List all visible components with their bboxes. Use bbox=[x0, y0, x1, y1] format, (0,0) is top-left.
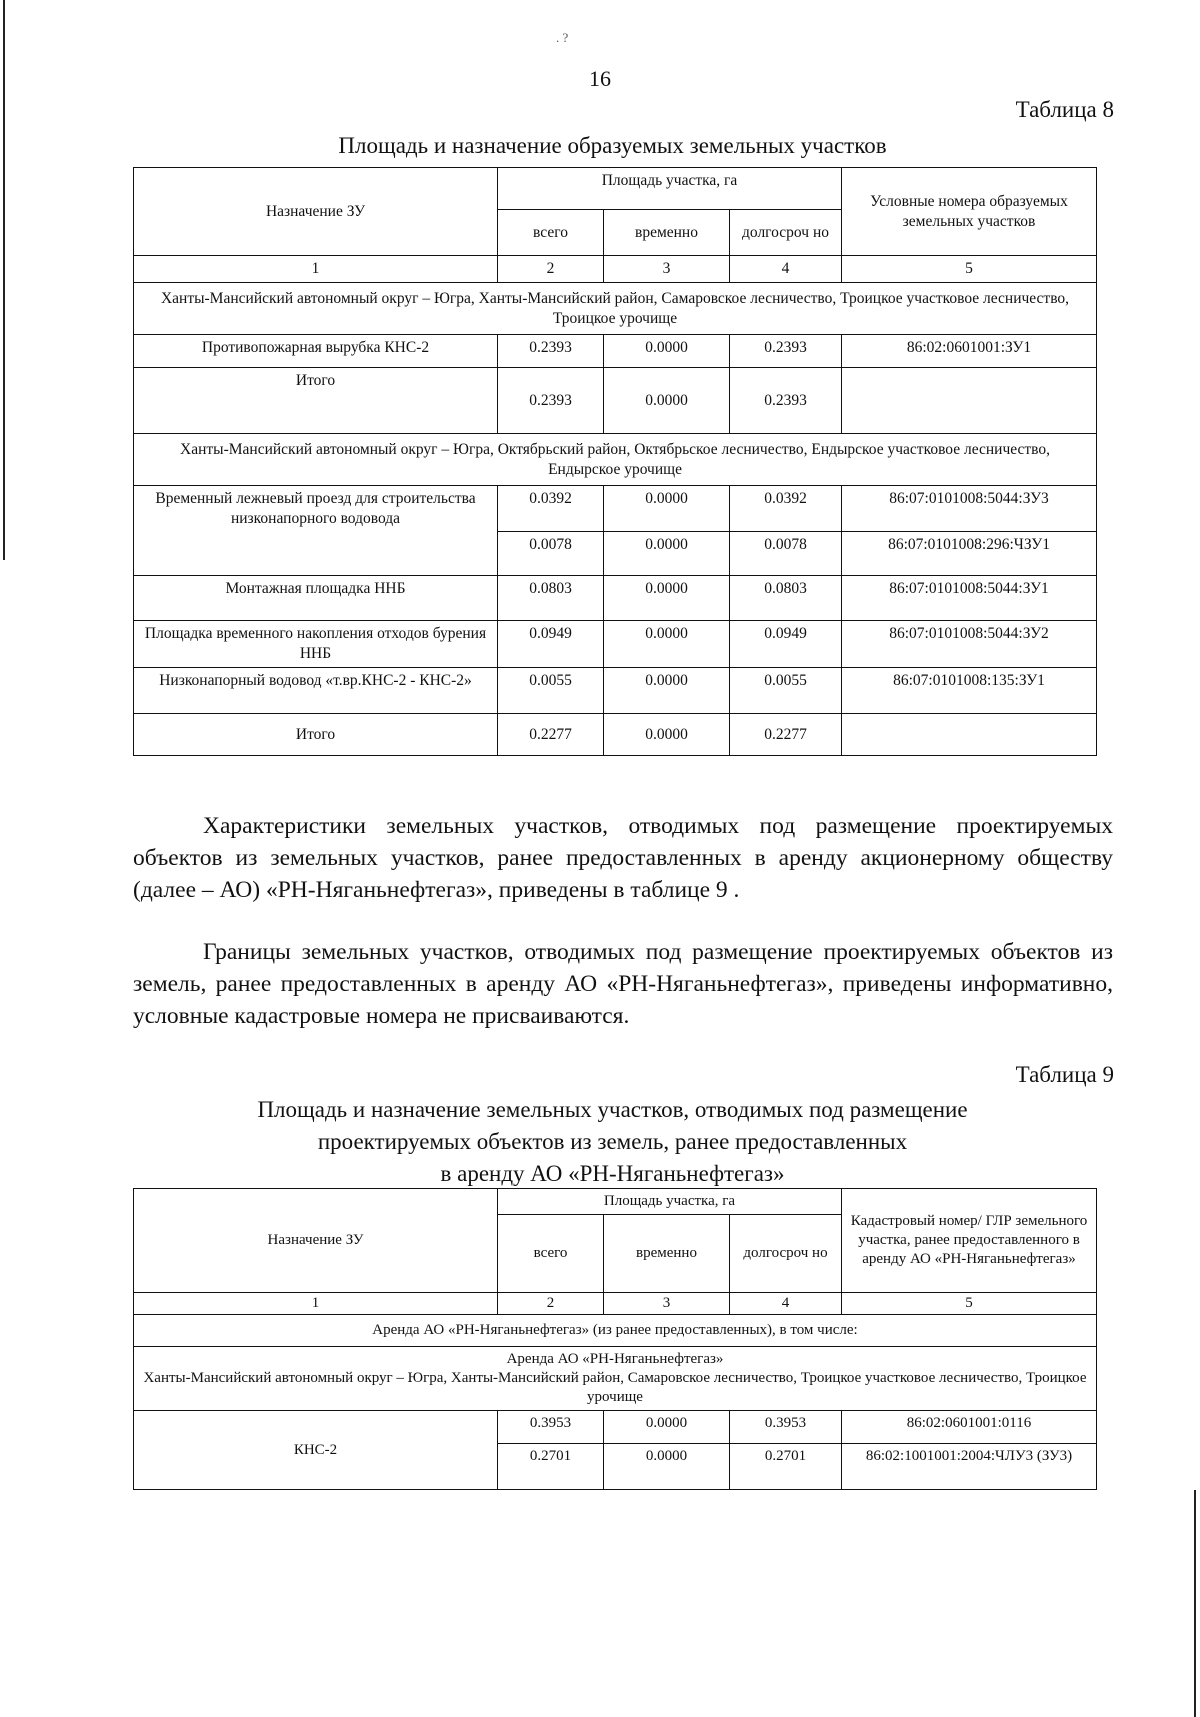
cell-number: 86:02:0601001:0116 bbox=[842, 1411, 1097, 1444]
header-area: Площадь участка, га bbox=[498, 168, 842, 210]
subtotal-row bbox=[134, 714, 1097, 756]
scan-edge-line bbox=[1194, 1490, 1196, 1717]
column-number: 1 bbox=[134, 1293, 498, 1315]
cell-temporary: 0.0000 bbox=[604, 668, 730, 714]
lease-location-text: Ханты-Мансийский автономный округ – Югра, Ханты-Мансийский район, Самаровское лесничество, Троицкое участковое лесничество, Троицкое урочище bbox=[143, 1370, 1087, 1405]
cell-total: 0.2701 bbox=[498, 1444, 604, 1490]
cell-longterm: 0.0949 bbox=[730, 621, 842, 668]
table-row bbox=[134, 486, 1097, 532]
table-row bbox=[134, 621, 1097, 668]
table9 bbox=[133, 1188, 1097, 1490]
table9-title-line: Площадь и назначение земельных участков, отводимых под размещение bbox=[257, 1097, 968, 1122]
cell-longterm: 0.0055 bbox=[730, 668, 842, 714]
section2-location: Ханты-Мансийский автономный округ – Югра, Октябрьский район, Октябрьское лесничество, Ендырское участковое лесничество, Ендырское урочище bbox=[134, 434, 1097, 486]
column-number: 3 bbox=[604, 256, 730, 283]
paragraph-1-text: Характеристики земельных участков, отводимых под размещение проектируемых объектов из земельных участков, ранее предоставленных в аренду акционерному обществу (далее – АО) «РН-Няганьнефтегаз», приведены в таблице 9 . bbox=[133, 813, 1113, 903]
cell-number: 86:07:0101008:135:ЗУ1 bbox=[842, 668, 1097, 714]
cell-temporary: 0.0000 bbox=[604, 1411, 730, 1444]
cell-temporary: 0.0000 bbox=[604, 486, 730, 532]
subtotal-total: 0.2393 bbox=[498, 368, 604, 434]
header-temporary: временно bbox=[604, 210, 730, 256]
table-row bbox=[134, 335, 1097, 368]
header-purpose: Назначение ЗУ bbox=[134, 1189, 498, 1293]
cell-number: 86:07:0101008:296:ЧЗУ1 bbox=[842, 532, 1097, 576]
cell-total: 0.0392 bbox=[498, 486, 604, 532]
column-number-row bbox=[134, 1293, 1097, 1315]
table8-title: Площадь и назначение образуемых земельных участков bbox=[338, 133, 887, 158]
cell-total: 0.2393 bbox=[498, 335, 604, 368]
row-name: Монтажная площадка ННБ bbox=[134, 576, 498, 621]
subtotal-number bbox=[842, 368, 1097, 434]
column-number: 2 bbox=[498, 1293, 604, 1315]
subtotal-longterm: 0.2277 bbox=[730, 714, 842, 756]
table9-label: Таблица 9 bbox=[1015, 1062, 1114, 1087]
paragraph-2 bbox=[133, 936, 1113, 1032]
row-name: Противопожарная вырубка КНС-2 bbox=[134, 335, 498, 368]
table-row bbox=[134, 1411, 1097, 1444]
subtotal-row bbox=[134, 368, 1097, 434]
cell-temporary: 0.0000 bbox=[604, 335, 730, 368]
cell-total: 0.0078 bbox=[498, 532, 604, 576]
lease-location bbox=[134, 1347, 1097, 1411]
page-number: 16 bbox=[589, 66, 611, 91]
cell-longterm: 0.0078 bbox=[730, 532, 842, 576]
header-area: Площадь участка, га bbox=[498, 1189, 842, 1215]
cell-total: 0.0055 bbox=[498, 668, 604, 714]
scan-mark: . ? bbox=[556, 30, 569, 45]
table-row bbox=[134, 668, 1097, 714]
column-number: 2 bbox=[498, 256, 604, 283]
table9-title-line: в аренду АО «РН-Няганьнефтегаз» bbox=[440, 1161, 785, 1186]
section1-location: Ханты-Мансийский автономный округ – Югра, Ханты-Мансийский район, Самаровское лесничество, Троицкое участковое лесничество, Троицкое урочище bbox=[134, 283, 1097, 335]
row-name: Площадка временного накопления отходов бурения ННБ bbox=[134, 621, 498, 668]
subtotal-label: Итого bbox=[134, 714, 498, 756]
header-longterm: долгосроч но bbox=[730, 1215, 842, 1293]
table-row bbox=[134, 576, 1097, 621]
subtotal-total: 0.2277 bbox=[498, 714, 604, 756]
cell-temporary: 0.0000 bbox=[604, 621, 730, 668]
cell-longterm: 0.0803 bbox=[730, 576, 842, 621]
row-name: Временный лежневый проезд для строительства низконапорного водовода bbox=[134, 486, 498, 576]
column-number: 3 bbox=[604, 1293, 730, 1315]
header-conditional-numbers: Условные номера образуемых земельных участков bbox=[842, 168, 1097, 256]
column-number-row bbox=[134, 256, 1097, 283]
header-temporary: временно bbox=[604, 1215, 730, 1293]
subtotal-longterm: 0.2393 bbox=[730, 368, 842, 434]
table9-title-line: проектируемых объектов из земель, ранее предоставленных bbox=[317, 1129, 908, 1154]
lease-title: Аренда АО «РН-Няганьнефтегаз» bbox=[506, 1351, 724, 1367]
column-number: 5 bbox=[842, 256, 1097, 283]
cell-longterm: 0.3953 bbox=[730, 1411, 842, 1444]
column-number: 4 bbox=[730, 1293, 842, 1315]
table9-title bbox=[130, 1094, 1095, 1190]
lease-location-row bbox=[134, 1347, 1097, 1411]
cell-total: 0.0803 bbox=[498, 576, 604, 621]
cell-number: 86:02:1001001:2004:ЧЛУ3 (ЗУ3) bbox=[842, 1444, 1097, 1490]
subtotal-number bbox=[842, 714, 1097, 756]
table-header-row bbox=[134, 168, 1097, 210]
column-number: 4 bbox=[730, 256, 842, 283]
cell-longterm: 0.2393 bbox=[730, 335, 842, 368]
section-location-row bbox=[134, 283, 1097, 335]
header-longterm: долгосроч но bbox=[730, 210, 842, 256]
cell-number: 86:02:0601001:ЗУ1 bbox=[842, 335, 1097, 368]
header-total: всего bbox=[498, 1215, 604, 1293]
subtotal-temporary: 0.0000 bbox=[604, 714, 730, 756]
cell-longterm: 0.2701 bbox=[730, 1444, 842, 1490]
lease-header: Аренда АО «РН-Няганьнефтегаз» (из ранее предоставленных), в том числе: bbox=[134, 1315, 1097, 1347]
table8 bbox=[133, 167, 1097, 756]
cell-temporary: 0.0000 bbox=[604, 532, 730, 576]
cell-number: 86:07:0101008:5044:ЗУ2 bbox=[842, 621, 1097, 668]
cell-temporary: 0.0000 bbox=[604, 576, 730, 621]
row-name: Низконапорный водовод «т.вр.КНС-2 - КНС-2» bbox=[134, 668, 498, 714]
column-number: 5 bbox=[842, 1293, 1097, 1315]
subtotal-temporary: 0.0000 bbox=[604, 368, 730, 434]
cell-total: 0.0949 bbox=[498, 621, 604, 668]
paragraph-1 bbox=[133, 810, 1113, 906]
cell-number: 86:07:0101008:5044:ЗУ3 bbox=[842, 486, 1097, 532]
column-number: 1 bbox=[134, 256, 498, 283]
header-purpose: Назначение ЗУ bbox=[134, 168, 498, 256]
cell-temporary: 0.0000 bbox=[604, 1444, 730, 1490]
cell-longterm: 0.0392 bbox=[730, 486, 842, 532]
table-header-row bbox=[134, 1189, 1097, 1215]
paragraph-2-text: Границы земельных участков, отводимых под размещение проектируемых объектов из земель, ранее предоставленных в аренду АО «РН-Няганьнефтегаз», приведены информативно, условные кадастровые номера не присваиваются. bbox=[133, 939, 1113, 1029]
row-name: КНС-2 bbox=[134, 1411, 498, 1490]
table8-label: Таблица 8 bbox=[1015, 97, 1114, 122]
subtotal-label: Итого bbox=[134, 368, 498, 434]
lease-header-row bbox=[134, 1315, 1097, 1347]
section-location-row bbox=[134, 434, 1097, 486]
cell-number: 86:07:0101008:5044:ЗУ1 bbox=[842, 576, 1097, 621]
cell-total: 0.3953 bbox=[498, 1411, 604, 1444]
header-cadastral: Кадастровый номер/ ГЛР земельного участка, ранее предоставленного в аренду АО «РН-Няганьнефтегаз» bbox=[842, 1189, 1097, 1293]
header-total: всего bbox=[498, 210, 604, 256]
